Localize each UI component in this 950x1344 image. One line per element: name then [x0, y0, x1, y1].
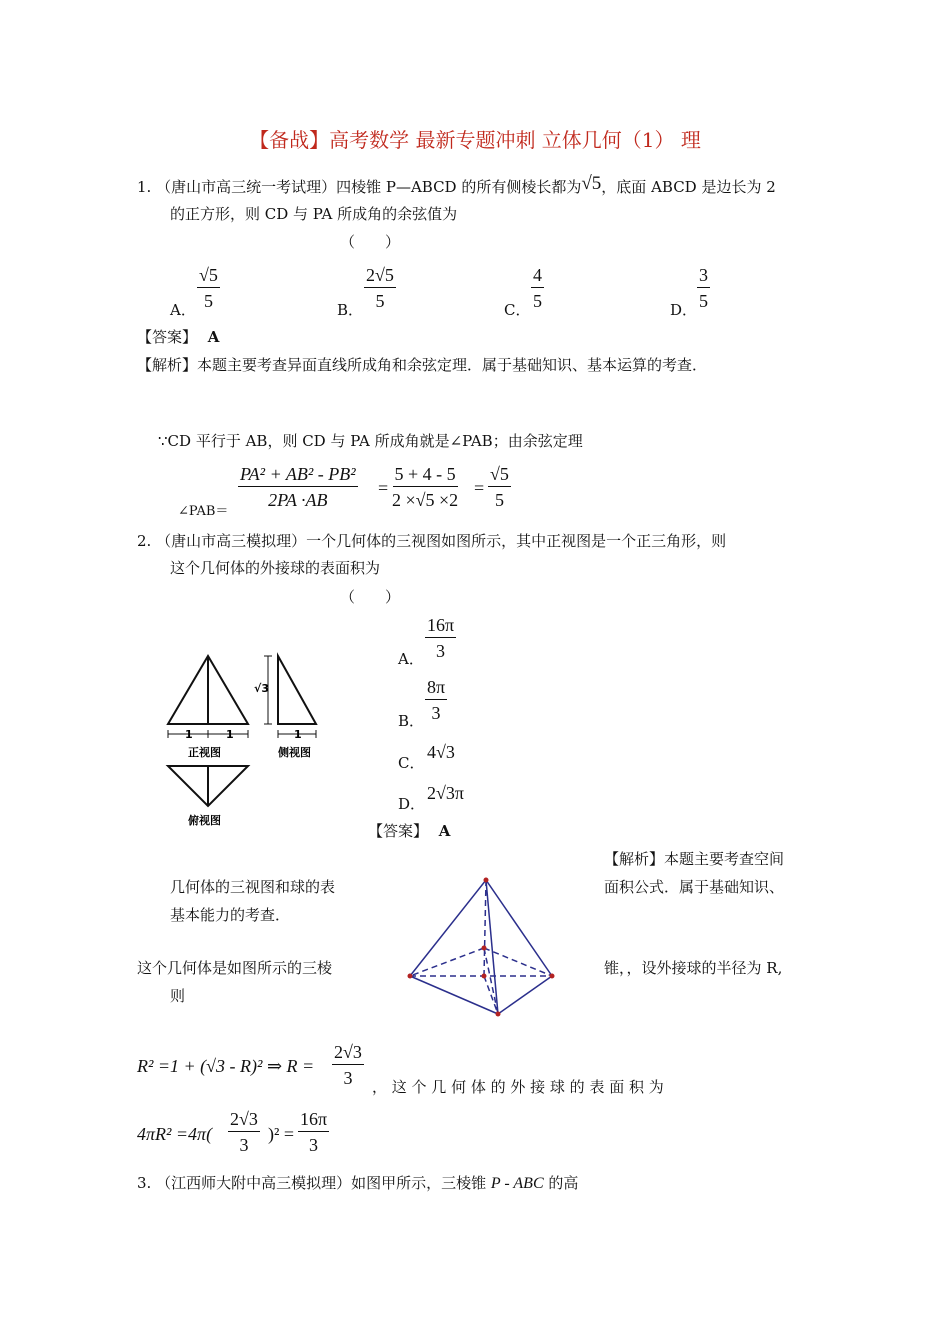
q1-answer-label: 【答案】 [137, 328, 198, 346]
q2-opt-b-label: B． [398, 712, 425, 730]
q2-eqA-den: 3 [343, 1068, 353, 1088]
q1-text-end: ，底面 ABCD 是边长为 2 [601, 178, 776, 196]
q2-opt-b-num: 8π [425, 678, 447, 700]
q1-f3-den: 5 [494, 490, 504, 510]
q3-expr: P - ABC [490, 1175, 544, 1192]
q2-eqB-lhs: 4πR² =4π( [137, 1124, 213, 1144]
q2-opt-b-den: 3 [431, 703, 441, 723]
pyramid-figure [400, 872, 560, 1022]
q1-line2: 的正方形，则 CD 与 PA 所成角的余弦值为 [170, 205, 458, 223]
q2-analysis-l3: 这个几何体是如图所示的三棱 [137, 959, 333, 977]
side-dim-height: √3 [254, 682, 269, 695]
q3-text-end: 的高 [548, 1174, 579, 1192]
q2-opt-c-value: 4√3 [427, 742, 455, 762]
page-title: 【备战】高考数学 最新专题冲刺 立体几何（1） 理 [249, 128, 701, 152]
q1-opt-c-label: C． [504, 301, 531, 319]
q2-eqB-frac1 [228, 1110, 260, 1154]
q2-opt-c-label: C． [398, 754, 425, 772]
q2-analysis-l1: 几何体的三视图和球的表 [170, 878, 336, 896]
q1-f2 [392, 465, 458, 509]
q1-eq-lhs: ∠PAB＝ [178, 504, 229, 519]
q1-line1 [137, 173, 776, 198]
front-dim [168, 730, 248, 738]
pyramid-dashed-edges [410, 880, 552, 1014]
q2-opt-b-frac [425, 678, 447, 722]
side-dim-width: 1 [294, 728, 302, 741]
pyramid-solid-edges [410, 880, 552, 1014]
q1-answer-value: A [207, 328, 220, 346]
q1-text: 1. （唐山市高三统一考试理）四棱锥 P—ABCD 的所有侧棱长都为 [137, 178, 582, 196]
front-view-label: 正视图 [188, 746, 221, 759]
q2-analysis-text-r1: 本题主要考查空间 [664, 850, 785, 868]
q2-eqB-num1: 2√3 [228, 1110, 260, 1132]
front-dim-left: 1 [185, 728, 193, 741]
q1-opt-d-label: D． [670, 301, 698, 319]
q1-opt-c-frac [531, 266, 544, 310]
side-view [278, 656, 316, 724]
q1-f3 [488, 465, 511, 509]
q2-opt-a-label: A． [398, 650, 424, 668]
q2-paren: （ ） [340, 588, 401, 606]
q2-analysis-r2: 面积公式．属于基础知识、 [604, 878, 785, 896]
q1-f1-den: 2PA ·AB [268, 490, 328, 510]
q1-opt-d-frac [697, 266, 710, 310]
front-view [168, 656, 248, 724]
q3-line1 [137, 1172, 578, 1193]
q2-opt-d-value: 2√3π [427, 783, 464, 803]
q1-opt-d-num: 3 [697, 266, 710, 288]
q2-opt-a-frac [425, 616, 456, 660]
q1-opt-b-label: B． [337, 301, 364, 319]
q2-eqB-mid: )² = [268, 1124, 295, 1144]
front-dim-right: 1 [226, 728, 234, 741]
q1-opt-a-den: 5 [203, 291, 213, 311]
q2-eqB-den1: 3 [239, 1135, 249, 1155]
q1-opt-a-label: A． [170, 301, 196, 319]
side-view-label: 侧视图 [278, 746, 311, 759]
q3-text: 3. （江西师大附中高三模拟理）如图甲所示，三棱锥 [137, 1174, 487, 1192]
q1-sqrt: √5 [581, 173, 602, 194]
q2-answer [368, 820, 450, 841]
q2-analysis-l2: 基本能力的考查． [170, 906, 291, 924]
q1-opt-d-den: 5 [699, 291, 708, 311]
q2-eqB-den2: 3 [309, 1135, 319, 1155]
q1-opt-a-frac [197, 266, 220, 310]
q1-f1 [238, 465, 358, 509]
q1-opt-a-num: √5 [197, 266, 220, 288]
q2-eqA-lhs: R² =1 + (√3 - R)² ⇒ R = [137, 1056, 315, 1076]
q1-f1-num: PA² + AB² - PB² [238, 465, 358, 487]
q1-f2-den: 2 ×√5 ×2 [392, 490, 459, 510]
q1-opt-c-num: 4 [531, 266, 544, 288]
q2-analysis-r3: 锥，，设外接球的半径为 R, [604, 959, 783, 977]
q2-line2: 这个几何体的外接球的表面积为 [170, 559, 381, 577]
q2-opt-d-label: D． [398, 795, 426, 813]
q1-opt-b-den: 5 [375, 291, 385, 311]
q1-opt-b-num: 2√5 [364, 266, 396, 288]
three-view-figure [160, 648, 340, 830]
q2-line1: 2. （唐山市高三模拟理）一个几何体的三视图如图所示，其中正视图是一个正三角形，则 [137, 532, 727, 550]
q1-step: ∵CD 平行于 AB，则 CD 与 PA 所成角就是∠PAB；由余弦定理 [158, 432, 583, 450]
side-dim [264, 656, 316, 738]
q2-eqA-tail: ， 这 个 几 何 体 的 外 接 球 的 表 面 积 为 [372, 1078, 664, 1096]
top-view-label: 俯视图 [188, 814, 221, 827]
q2-eqB-frac2 [298, 1110, 329, 1154]
q2-eqA-num: 2√3 [332, 1043, 364, 1065]
top-view [168, 766, 248, 806]
q1-opt-c-den: 5 [533, 291, 542, 311]
q2-analysis-r1 [604, 848, 784, 869]
q1-analysis-text: 本题主要考查异面直线所成角和余弦定理．属于基础知识、基本运算的考查． [197, 356, 708, 374]
q2-analysis-l4: 则 [170, 987, 186, 1005]
q1-analysis-label: 【解析】 [137, 356, 198, 374]
q2-opt-a-den: 3 [436, 641, 446, 661]
q1-f2-num: 5 + 4 - 5 [393, 465, 458, 487]
q2-eqB-num2: 16π [298, 1110, 329, 1132]
q1-eq-sign-2: = [474, 478, 485, 498]
q1-paren: （ ） [340, 233, 401, 251]
q1-eq-sign-1: = [378, 478, 389, 498]
q2-analysis-label: 【解析】 [604, 850, 665, 868]
q1-opt-b-frac [364, 266, 396, 310]
q1-f3-num: √5 [488, 465, 511, 487]
q2-answer-value: A [438, 822, 451, 840]
q2-answer-label: 【答案】 [368, 822, 429, 840]
q1-analysis [137, 354, 707, 375]
q2-eqA-frac [332, 1043, 364, 1087]
q2-opt-a-num: 16π [425, 616, 456, 638]
q1-answer [137, 326, 219, 347]
